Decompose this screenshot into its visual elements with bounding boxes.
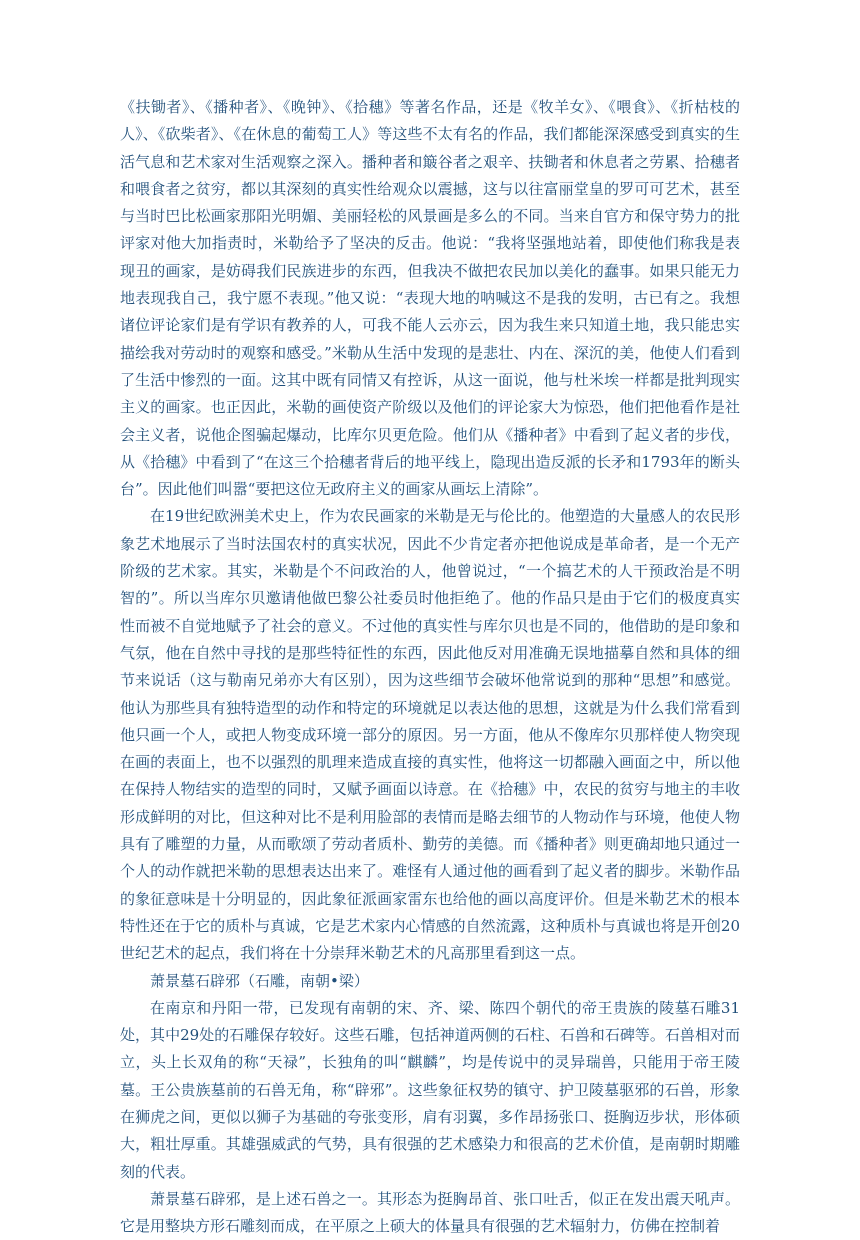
paragraph-millet-significance: 在19世纪欧洲美术史上，作为农民画家的米勒是无与伦比的。他塑造的大量感人的农民形象艺术地展示了当时法国农村的真实状况，因此不少肯定者亦把他说成是革命者，是一个无产阶级的艺术家。其实，米勒是个不问政治的人，他曾说过，“一个搞艺术的人干预政治是不明智的”。所以当库尔贝邀请他做巴黎公社委员时他拒绝了。他的作品只是由于它们的极度真实性而被不自觉地赋予了社会的意义。不过他的真实性与库尔贝也是不同的，他借助的是印象和气氛，他在自然中寻找的是那些特征性的东西，因此他反对用准确无误地描摹自然和具体的细节来说话（这与勒南兄弟亦大有区别），因为这些细节会破坏他常说到的那种“思想”和感觉。他认为那些具有独特造型的动作和特定的环境就足以表达他的思想，这就是为什么我们常看到他只画一个人，或把人物变成环境一部分的原因。另一方面，他从不像库尔贝那样使人物突现在画的表面上，也不以强烈的肌理来造成直接的真实性，他将这一切都融入画面之中，所以他在保持人物结实的造型的同时，又赋予画面以诗意。在《拾穗》中，农民的贫穷与地主的丰收形成鲜明的对比，但这种对比不是利用脸部的表情而是略去细节的人物动作与环境，他使人物具有了雕塑的力量，从而歌颂了劳动者质朴、勤劳的美德。而《播种者》则更确却地只通过一个人的动作就把米勒的思想表达出来了。难怪有人通过他的画看到了起义者的脚步。米勒作品的象征意味是十分明显的，因此象征派画家雷东也给他的画以高度评价。但是米勒艺术的根本特性还在于它的质朴与真诚，它是艺术家内心情感的自然流露，这种质朴与真诚也将是开创20世纪艺术的起点，我们将在十分崇拜米勒艺术的凡高那里看到这一点。	[120, 507, 740, 963]
paragraph-southern-dynasties-tombs: 在南京和丹阳一带，已发现有南朝的宋、齐、梁、陈四个朝代的帝王贵族的陵墓石雕31处，其中29处的石雕保存较好。这些石雕，包括神道两侧的石柱、石兽和石碑等。石兽相对而立，头上长双角的称“天禄”，长独角的叫“麒麟”，均是传说中的灵异瑞兽，只能用于帝王陵墓。王公贵族墓前的石兽无角，称“辟邪”。这些象征权势的镇守、护卫陵墓驱邪的石兽，形象在狮虎之间，更似以狮子为基础的夸张变形，肩有羽翼，多作昂扬张口、挺胸迈步状，形体硕大，粗壮厚重。其雄强威武的气势，具有很强的艺术感染力和很高的艺术价值，是南朝时期雕刻的代表。	[120, 998, 740, 1181]
section-heading-xiao-jing-bixie: 萧景墓石辟邪（石雕，南朝•梁）	[150, 971, 369, 990]
document-body	[120, 94, 740, 1240]
paragraph-millet-works: 《扶锄者》、《播种者》、《晚钟》、《拾穗》等著名作品，还是《牧羊女》、《喂食》、《折枯枝的人》、《砍柴者》、《在休息的葡萄工人》等这些不太有名的作品，我们都能深深感受到真实的生活气息和艺术家对生活观察之深入。播种者和簸谷者之艰辛、扶锄者和休息者之劳累、拾穗者和喂食者之贫穷，都以其深刻的真实性给观众以震撼，这与以往富丽堂皇的罗可可艺术，甚至与当时巴比松画家那阳光明媚、美丽轻松的风景画是多么的不同。当来自官方和保守势力的批评家对他大加指责时，米勒给予了坚决的反击。他说：“我将坚强地站着，即使他们称我是表现丑的画家，是妨碍我们民族进步的东西，但我决不做把农民加以美化的蠢事。如果只能无力地表现我自己，我宁愿不表现。”他又说：“表现大地的呐喊这不是我的发明，古已有之。我想诸位评论家们是有学识有教养的人，可我不能人云亦云，因为我生来只知道土地，我只能忠实描绘我对劳动时的观察和感受。”米勒从生活中发现的是悲壮、内在、深沉的美，他使人们看到了生活中惨烈的一面。这其中既有同情又有控诉，从这一面说，他与杜米埃一样都是批判现实主义的画家。也正因此，米勒的画使资产阶级以及他们的评论家大为惊恐，他们把他看作是社会主义者，说他企图骗起爆动，比库尔贝更危险。他们从《播种者》中看到了起义者的步伐，从《拾穗》中看到了“在这三个拾穗者背后的地平线上，隐现出造反派的长矛和1793年的断头台”。因此他们叫嚣“要把这位无政府主义的画家从画坛上清除”。	[120, 98, 740, 499]
paragraph-xiao-jing-bixie: 萧景墓石辟邪，是上述石兽之一。其形态为挺胸昂首、张口吐舌，似正在发出震天吼声。它是用整块方形石雕刻而成，在平原之上硕大的体量具有很强的艺术辐射力，仿佛在控制着	[120, 1189, 740, 1236]
